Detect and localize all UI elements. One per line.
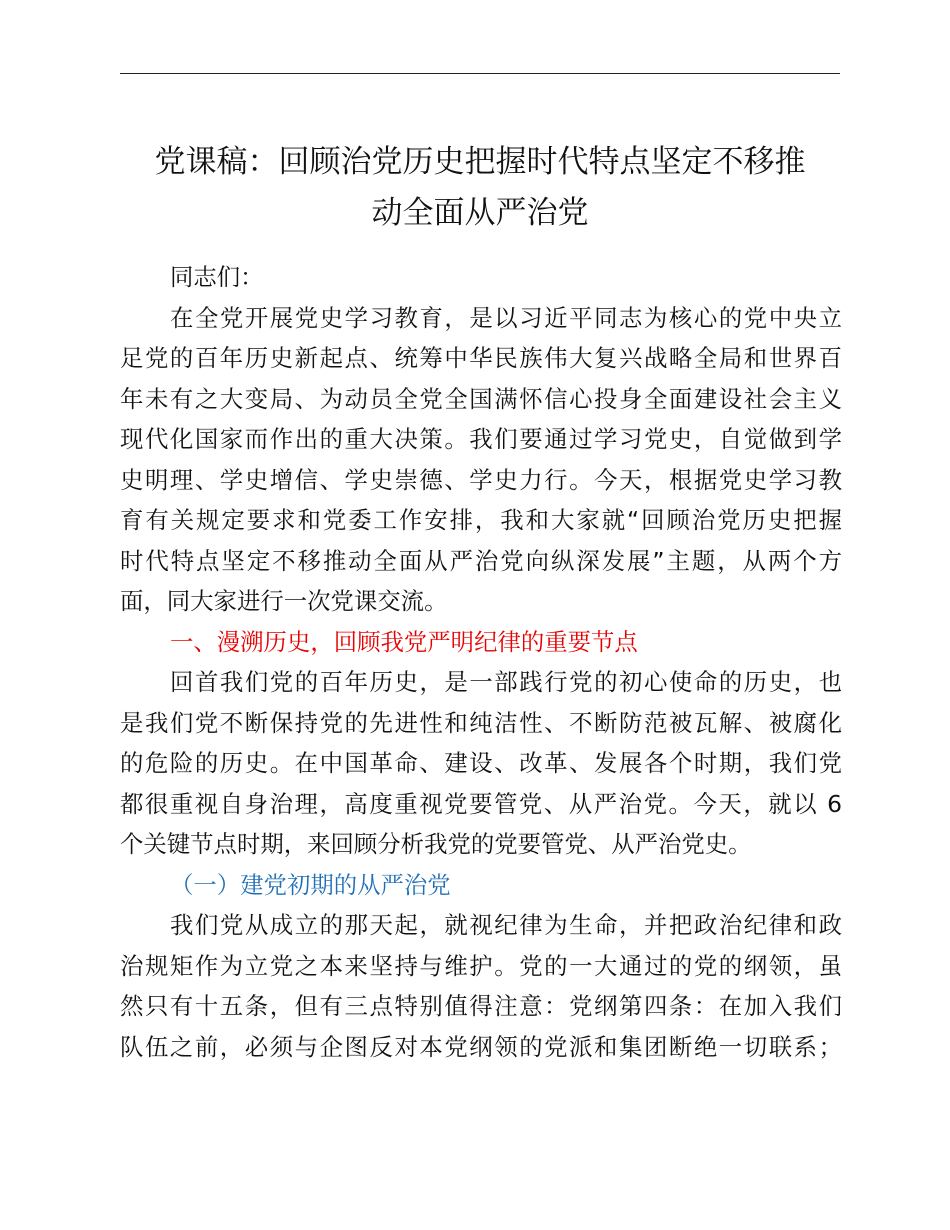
document-body: [120, 257, 842, 1067]
paragraph-line: 治规矩作为立党之本来坚持与维护。党的一大通过的党的纲领，虽: [120, 951, 842, 980]
paragraph-line: 时代特点坚定不移推动全面从严治党向纵深发展”主题，从两个方: [120, 546, 842, 575]
paragraph-line: 个关键节点时期，来回顾分析我党的党要管党、从严治党史。: [120, 830, 752, 858]
paragraph-line: 现代化国家而作出的重大决策。我们要通过学习党史，自觉做到学: [120, 425, 842, 453]
paragraph-line: 年未有之大变局、为动员全党全国满怀信心投身全面建设社会主义: [120, 384, 842, 413]
paragraph-line: 然只有十五条，但有三点特别值得注意：党纲第四条：在加入我们: [120, 992, 842, 1020]
paragraph-line: 是我们党不断保持党的先进性和纯洁性、不断防范被瓦解、被腐化: [120, 708, 842, 737]
paragraph-line: 我们党从成立的那天起，就视纪律为生命，并把政治纪律和政: [170, 911, 842, 939]
page-title: [110, 137, 850, 239]
subsection-heading: （一）建党初期的从严治党: [170, 870, 451, 899]
section-paragraph: [120, 662, 842, 865]
paragraph-line: 都很重视自身治理，高度重视党要管党、从严治党。今天，就以 6: [120, 789, 842, 818]
paragraph-line: 队伍之前，必须与企图反对本党纲领的党派和集团断绝一切联系；: [120, 1032, 842, 1061]
paragraph-line: 的危险的历史。在中国革命、建设、改革、发展各个时期，我们党: [120, 749, 842, 777]
title-line: 动全面从严治党: [371, 195, 589, 231]
paragraph-line: 回首我们党的百年历史，是一部践行党的初心使命的历史，也: [170, 668, 842, 696]
salutation: 同志们：: [170, 263, 264, 291]
paragraph-line: 育有关规定要求和党委工作安排，我和大家就“回顾治党历史把握: [120, 506, 842, 534]
title-line: 党课稿：回顾治党历史把握时代特点坚定不移推: [154, 144, 806, 180]
section-heading: 一、漫溯历史，回顾我党严明纪律的重要节点: [170, 627, 638, 656]
paragraph-line: 在全党开展党史学习教育，是以习近平同志为核心的党中央立: [170, 303, 842, 332]
header-rule: [120, 73, 840, 74]
subsection-paragraph: [120, 905, 842, 1067]
paragraph-line: 面，同大家进行一次党课交流。: [120, 587, 448, 615]
paragraph-line: 史明理、学史增信、学史崇德、学史力行。今天，根据党史学习教: [120, 465, 842, 494]
paragraph-line: 足党的百年历史新起点、统筹中华民族伟大复兴战略全局和世界百: [120, 344, 842, 372]
intro-paragraph: [120, 298, 842, 622]
